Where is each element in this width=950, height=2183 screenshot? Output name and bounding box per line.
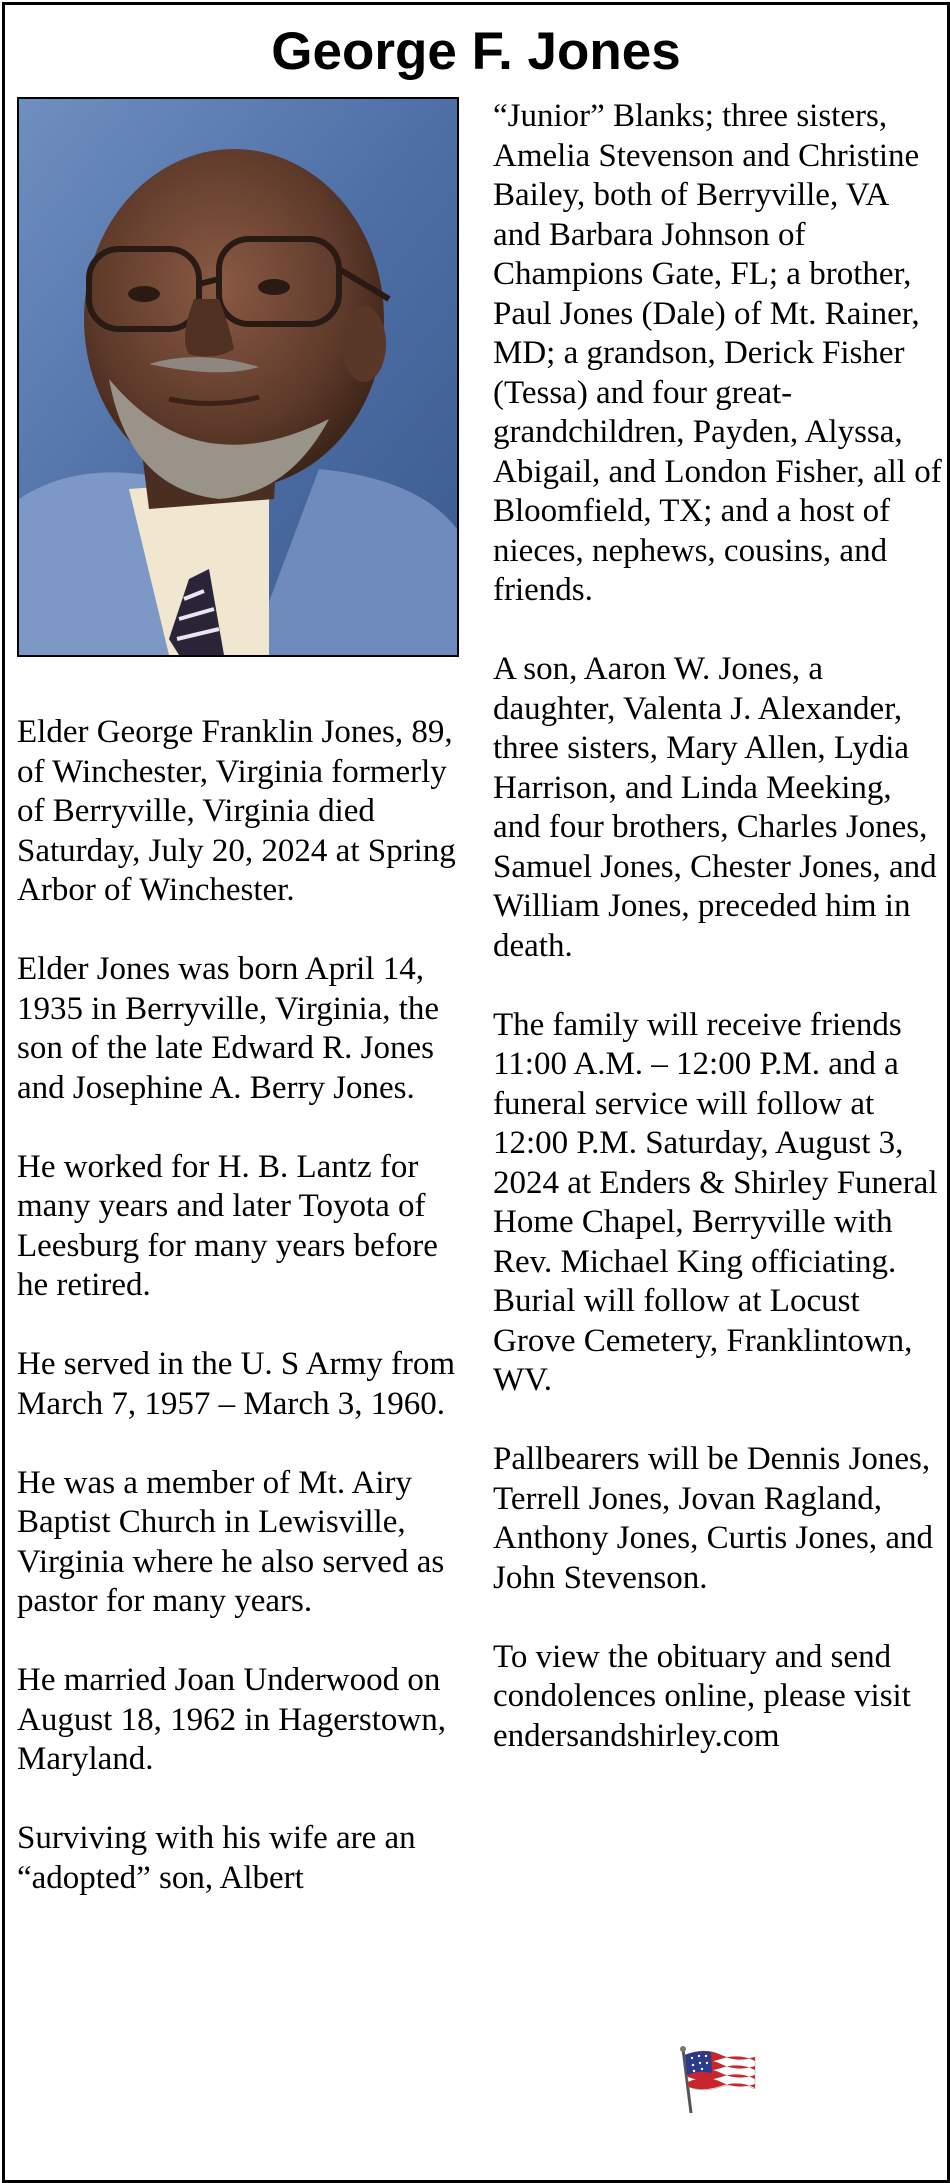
obituary-title: George F. Jones <box>271 22 681 81</box>
paragraph-survivors-continued: “Junior” Blanks; three sisters, Amelia Stevenson and Christine Bailey, both of Berryville, VA and Barbara Johnson of Champions Gate, FL; a brother, Paul Jones (Dale) of Mt. Rainer, MD; a grandson, Derick Fisher (Tessa) and four great-grandchildren, Payden, Alyssa, Abigail, and London Fisher, all of Bloomfield, TX; and a host of nieces, nephews, cousins, and friends. <box>493 98 942 608</box>
paragraph-pallbearers: Pallbearers will be Dennis Jones, Terrell Jones, Jovan Ragland, Anthony Jones, Curtis Jones, and John Stevenson. <box>493 1441 933 1596</box>
paragraph-marriage: He married Joan Underwood on August 18, 1962 in Hagerstown, Maryland. <box>17 1662 446 1777</box>
left-column <box>17 713 457 1898</box>
paragraph-preceded-in-death: A son, Aaron W. Jones, a daughter, Valenta J. Alexander, three sisters, Mary Allen, Lydia Harrison, and Linda Meeking, and four brothers, Charles Jones, Samuel Jones, Chester Jones, and William Jones, preceded him in death. <box>493 651 937 964</box>
paragraph-service-details: The family will receive friends 11:00 A.M. – 12:00 P.M. and a funeral service will follow at 12:00 P.M. Saturday, August 3, 2024 at Enders & Shirley Funeral Home Chapel, Berryville with Rev. Michael King officiating. Burial will follow at Locust Grove Cemetery, Franklintown, WV. <box>493 1006 938 1398</box>
paragraph-birth: Elder Jones was born April 14, 1935 in Berryville, Virginia, the son of the late Edward R. Jones and Josephine A. Berry Jones. <box>17 951 440 1106</box>
paragraph-condolences: To view the obituary and send condolences online, please visit endersandshirley.com <box>493 1638 911 1754</box>
obituary-frame <box>2 2 950 2183</box>
paragraph-survivors-start: Surviving with his wife are an “adopted” son, Albert <box>17 1820 416 1896</box>
paragraph-career: He worked for H. B. Lantz for many years and later Toyota of Leesburg for many years before he retired. <box>17 1148 438 1303</box>
paragraph-military: He served in the U. S Army from March 7, 1957 – March 3, 1960. <box>17 1346 456 1422</box>
portrait-photo <box>17 97 459 657</box>
american-flag-icon <box>677 2045 757 2115</box>
paragraph-death-notice: Elder George Franklin Jones, 89, of Winchester, Virginia formerly of Berryville, Virginia died Saturday, July 20, 2024 at Spring Arbor of Winchester. <box>17 714 456 908</box>
right-column <box>493 97 943 1756</box>
paragraph-church: He was a member of Mt. Airy Baptist Church in Lewisville, Virginia where he also served as pastor for many years. <box>17 1464 445 1619</box>
